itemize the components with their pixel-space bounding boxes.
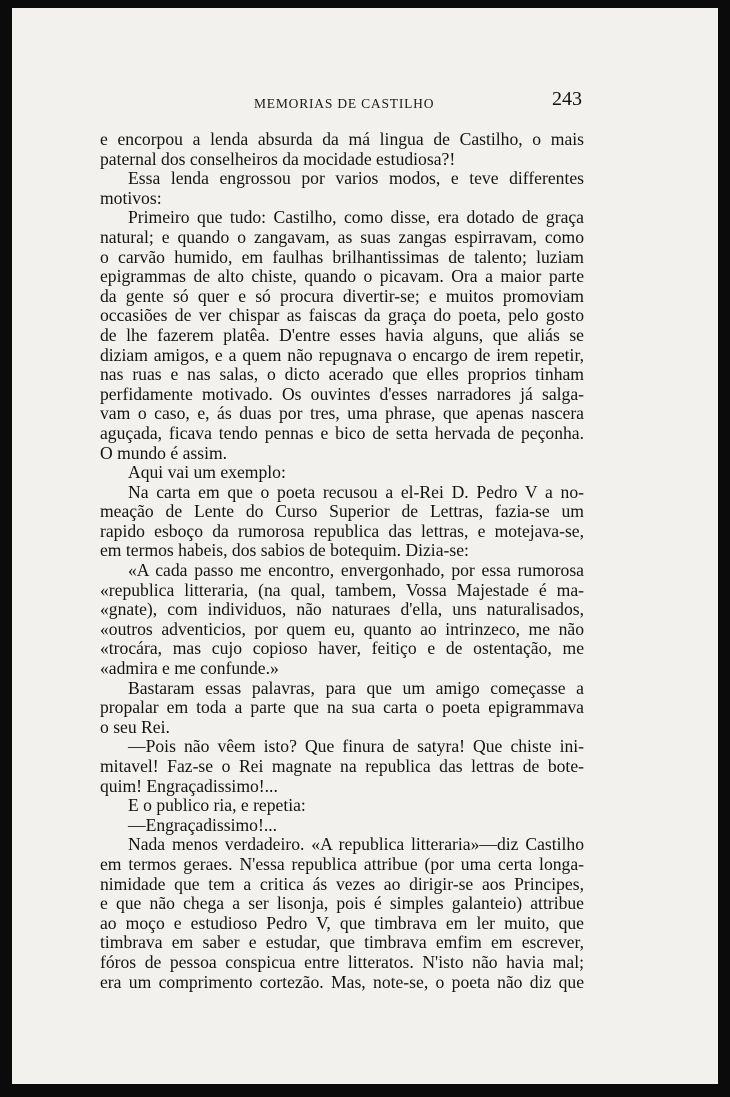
text-line: em termos habeis, dos sabios de botequim. Dizia-se: [100, 540, 469, 561]
text-line: meação de Lente do Curso Superior de Lettras, fazia-se um [100, 501, 584, 522]
text-line: «A cada passo me encontro, envergonhado, por essa rumorosa [128, 560, 584, 581]
text-line: diziam amigos, e a quem não repugnava o encargo de irem repetir, [100, 344, 584, 365]
text-line: motivos: [100, 187, 162, 208]
text-line: propalar em toda a parte que na sua carta o poeta epigrammava [100, 697, 584, 718]
text-line: rapido esboço da rumorosa republica das lettras, e motejava-se, [100, 520, 584, 541]
text-line: de lhe fazerem platêa. D'entre esses havia alguns, que aliás se [100, 324, 584, 345]
text-line: paternal dos conselheiros da mocidade estudiosa?! [100, 148, 456, 169]
running-title: MEMORIAS DE CASTILHO [254, 96, 435, 111]
text-line: quim! Engraçadissimo!... [100, 775, 278, 796]
text-line: o carvão humido, em faulhas brilhantissimas de talento; luziam [100, 246, 584, 267]
text-line: aguçada, ficava tendo pennas e bico de setta hervada de peçonha. [100, 422, 584, 443]
text-line: Essa lenda engrossou por varios modos, e teve differentes [128, 168, 584, 189]
text-line: era um comprimento cortezão. Mas, note-se, o poeta não diz que [100, 971, 584, 992]
text-line: mitavel! Faz-se o Rei magnate na republica das lettras de bote- [100, 756, 584, 776]
text-line: nas ruas e nas salas, o dicto acerado que elles proprios tinham [100, 364, 584, 385]
text-line: «outros adventicios, por quem eu, quanto ao intrinzeco, me não [100, 618, 584, 639]
body-text [100, 130, 584, 992]
text-line: da gente só quer e só procura divertir-se; e muitos promoviam [100, 285, 584, 306]
book-page [12, 8, 718, 1084]
text-line: «trocára, mas cujo copioso haver, feitiço e de ostentação, me [100, 638, 584, 659]
text-line: e encorpou a lenda absurda da má lingua de Castilho, o mais [100, 129, 584, 149]
page-number: 243 [552, 88, 582, 110]
text-line: O mundo é assim. [100, 442, 228, 463]
text-line: em termos geraes. N'essa republica attribue (por uma certa longa- [100, 853, 584, 874]
text-line: fóros de pessoa conspicua entre litteratos. N'isto não havia mal; [100, 951, 584, 972]
text-line: timbrava em saber e estudar, que timbrava emfim em escrever, [100, 932, 584, 953]
text-line: Nada menos verdadeiro. «A republica litteraria»—diz Castilho [128, 834, 584, 855]
text-line: Bastaram essas palavras, para que um amigo começasse a [128, 677, 584, 698]
text-line: epigrammas de alto chiste, quando o picavam. Ora a maior parte [100, 266, 584, 287]
text-line: ao moço e estudioso Pedro V, que timbrava em ler muito, que [100, 912, 584, 933]
text-line: «republica litteraria, (na qual, tambem, Vossa Majestade é ma- [100, 579, 584, 600]
text-line: vam o caso, e, ás duas por tres, uma phrase, que apenas nascera [100, 403, 584, 424]
text-line: «gnate), com individuos, não naturaes d'ella, uns naturalisados, [100, 599, 584, 620]
text-line: —Pois não vêem isto? Que finura de satyra! Que chiste ini- [128, 736, 584, 757]
text-line: Na carta em que o poeta recusou a el-Rei D. Pedro V a no- [128, 481, 584, 502]
text-line: o seu Rei. [100, 716, 170, 737]
text-line: «admira e me confunde.» [100, 658, 279, 679]
text-line: E o publico ria, e repetia: [128, 795, 306, 816]
text-line: —Engraçadissimo!... [128, 814, 278, 835]
text-line: Primeiro que tudo: Castilho, como disse, era dotado de graça [128, 207, 584, 228]
text-line: occasiões de ver chispar as faiscas da graça do poeta, pelo gosto [100, 305, 584, 326]
text-line: nimidade que tem a critica ás vezes ao dirigir-se aos Principes, [100, 873, 584, 894]
text-line: perfidamente motivado. Os ouvintes d'esses narradores já salga- [100, 383, 584, 404]
page-header [108, 88, 584, 122]
text-line: Aqui vai um exemplo: [128, 462, 286, 483]
text-line: natural; e quando o zangavam, as suas zangas espirravam, como [100, 226, 584, 247]
text-line: e que não chega a ser lisonja, pois é simples galanteio) attribue [100, 893, 584, 914]
